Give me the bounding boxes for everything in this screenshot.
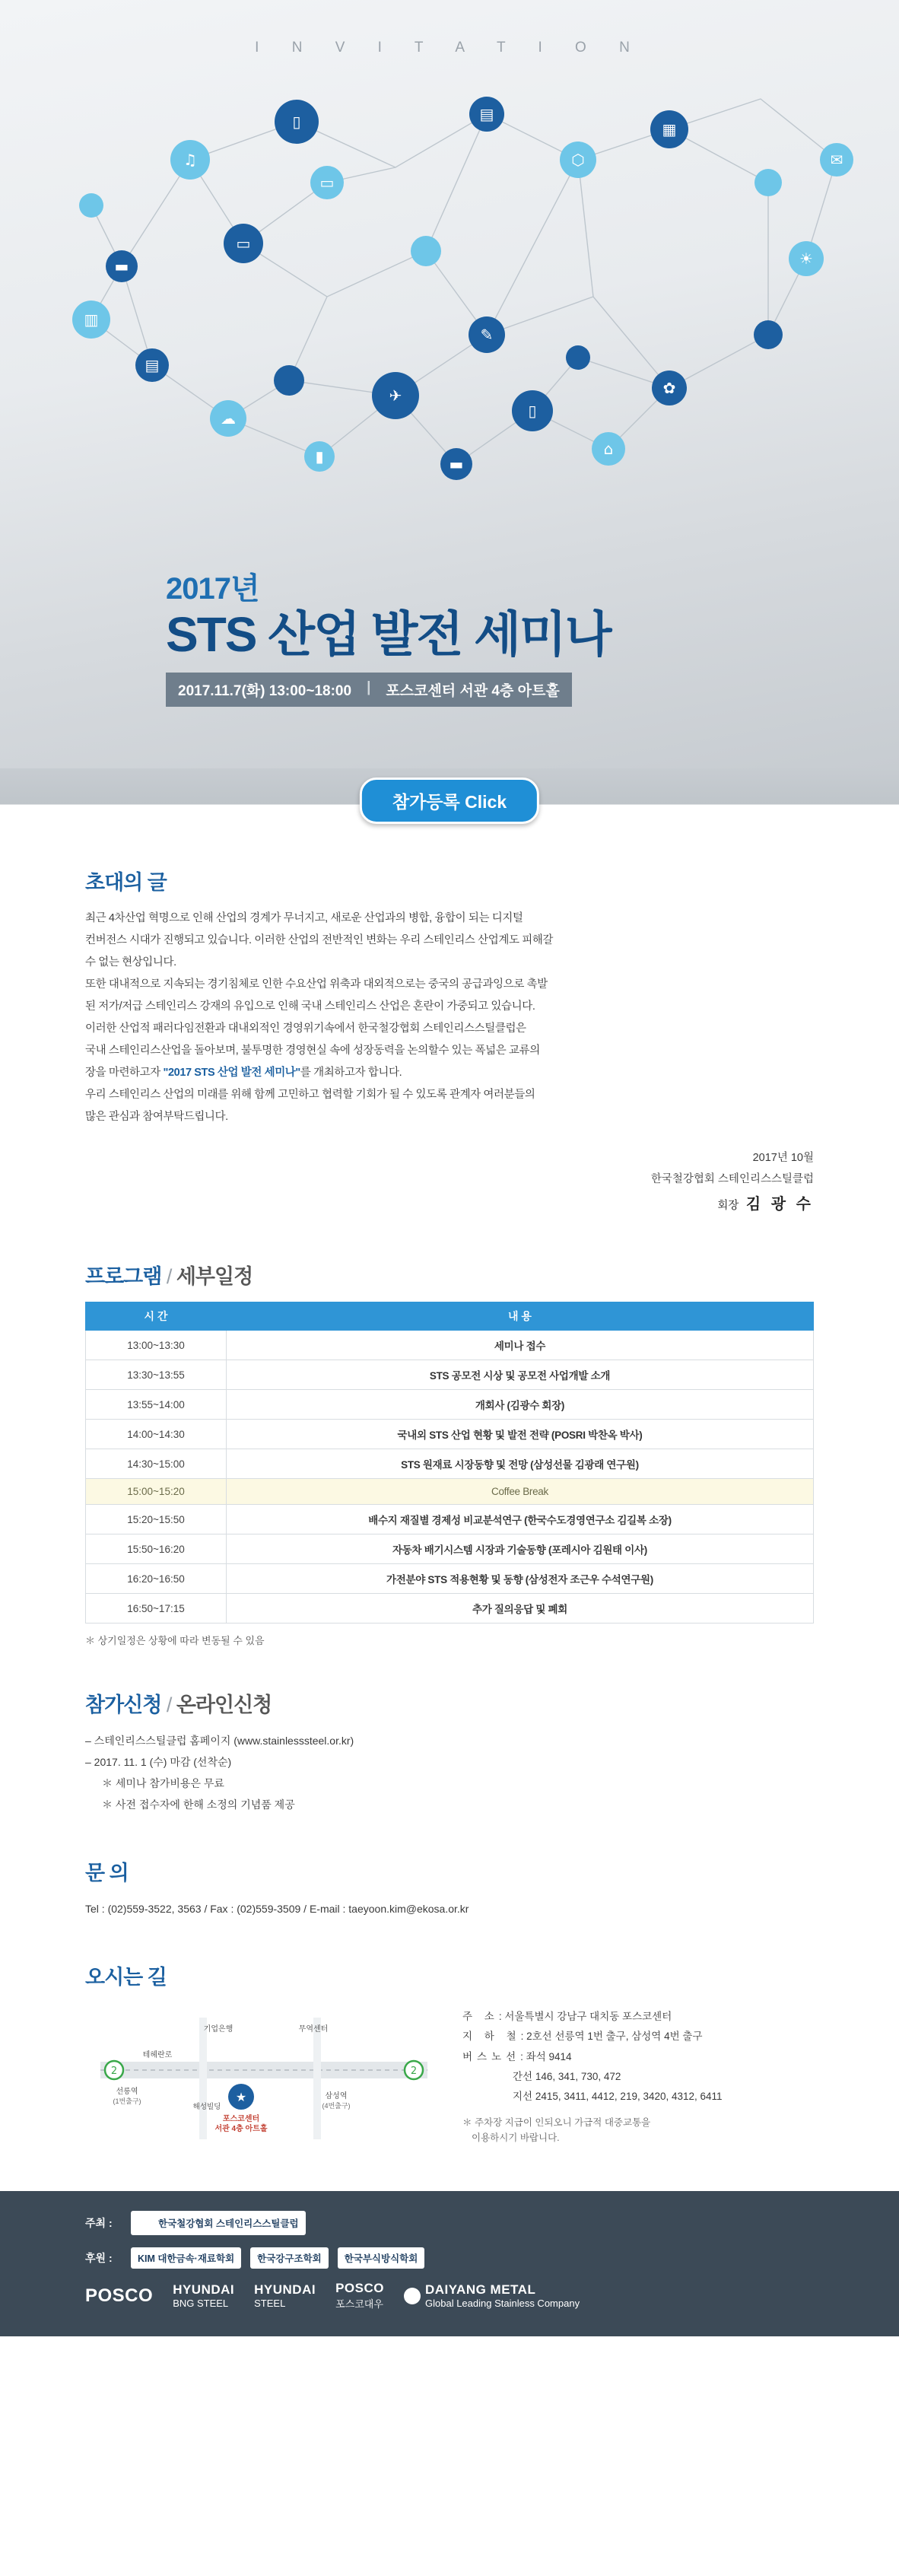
hero-year: 2017년 [166, 572, 259, 606]
svg-text:☀: ☀ [799, 250, 813, 268]
cell-time: 13:30~13:55 [86, 1360, 227, 1390]
footer-support-row [85, 2247, 814, 2269]
support-label: 후원 : [85, 2252, 113, 2265]
sponsor-sub: Global Leading Stainless Company [425, 2298, 580, 2310]
svg-text:포스코센터: 포스코센터 [222, 2115, 260, 2124]
cell-desc: 세미나 접수 [227, 1331, 814, 1360]
map-info [462, 2002, 814, 2145]
apply-line: – 2017. 11. 1 (수) 마감 (선착순) [85, 1756, 232, 1769]
program-heading-sub: 세부일정 [176, 1265, 253, 1289]
invitation-section [85, 866, 814, 1219]
svg-text:2: 2 [110, 2066, 118, 2078]
cell-desc: 자동차 배기시스템 시장과 기술동향 (포레시아 김원태 이사) [227, 1534, 814, 1564]
cell-desc: 추가 질의응답 및 폐회 [227, 1594, 814, 1624]
signature-date: 2017년 10월 [752, 1152, 814, 1164]
invite-line: 된 저가/저급 스테인리스 강재의 유입으로 인해 국내 스테인리스 산업은 혼란이 가중되고 있습니다. [85, 1000, 535, 1013]
cell-time: 14:00~14:30 [86, 1420, 227, 1449]
invite-line: 또한 대내적으로 지속되는 경기침체로 인한 수요산업 위축과 대외적으로는 중국의 공급과잉으로 촉발 [85, 978, 548, 991]
sponsor-name-wrap [425, 2282, 580, 2309]
hero-text [166, 564, 611, 707]
apply-heading-slash: / [161, 1693, 176, 1717]
svg-text:▤: ▤ [145, 356, 160, 374]
apply-heading-sub: 온라인신청 [176, 1693, 272, 1717]
map-info-line [462, 2047, 814, 2067]
map-info-line [462, 2027, 814, 2046]
cell-time: 13:00~13:30 [86, 1331, 227, 1360]
signature-name-row [85, 1190, 814, 1219]
sponsor-row [85, 2281, 814, 2310]
invite-line: 많은 관심과 참여부탁드립니다. [85, 1111, 228, 1123]
svg-text:▮: ▮ [315, 447, 324, 466]
invite-line: 수 없는 현상입니다. [85, 956, 176, 968]
table-row [86, 1505, 814, 1534]
map-box [85, 2002, 443, 2155]
metal-icon [404, 2288, 421, 2304]
register-button[interactable]: 참가등록 Click [360, 778, 539, 824]
cell-desc: STS 원재료 시장동향 및 전망 (삼성선물 김광래 연구원) [227, 1449, 814, 1479]
invite-line-highlight [85, 1062, 814, 1084]
invite-line: 국내 스테인리스산업을 돌아보며, 불투명한 경영현실 속에 성장동력을 논의할수 있는 폭넓은 교류의 [85, 1045, 540, 1057]
svg-text:선릉역: 선릉역 [116, 2088, 138, 2097]
svg-text:▥: ▥ [84, 310, 99, 329]
map-info-value: 간선 146, 341, 730, 472 [513, 2071, 621, 2083]
table-row [86, 1564, 814, 1594]
invite-line: 이러한 산업적 패러다임전환과 대내외적인 경영위기속에서 한국철강협회 스테인리스스틸클럽은 [85, 1022, 526, 1035]
invite-line-pre: 장을 마련하고자 [85, 1067, 164, 1079]
svg-text:▭: ▭ [319, 173, 335, 192]
table-header-row [86, 1302, 814, 1331]
svg-text:서관 4층 아트홀: 서관 4층 아트홀 [214, 2125, 268, 2134]
col-desc: 내 용 [227, 1302, 814, 1331]
cell-desc: 배수지 재질별 경제성 비교분석연구 (한국수도경영연구소 김길복 소장) [227, 1505, 814, 1534]
directions-section [85, 1961, 814, 2155]
program-heading [85, 1260, 814, 1290]
table-row [86, 1449, 814, 1479]
schedule-body [86, 1331, 814, 1624]
cell-time: 16:50~17:15 [86, 1594, 227, 1624]
bar-separator: | [364, 673, 373, 707]
svg-text:✿: ✿ [662, 379, 676, 397]
svg-text:기업은행: 기업은행 [203, 2025, 233, 2034]
apply-section [85, 1688, 814, 1815]
table-row [86, 1594, 814, 1624]
table-row [86, 1360, 814, 1390]
table-row [86, 1420, 814, 1449]
svg-text:★: ★ [235, 2090, 247, 2105]
table-row [86, 1534, 814, 1564]
svg-text:▬: ▬ [114, 257, 129, 275]
footer [0, 2191, 899, 2336]
table-row [86, 1390, 814, 1420]
cell-desc: 가전분야 STS 적용현황 및 동향 (삼성전자 조근우 수석연구원) [227, 1564, 814, 1594]
inquiry-section [85, 1856, 814, 1919]
map-info-value: : 좌석 9414 [520, 2050, 572, 2062]
schedule-note: ＊ 상기일정은 상황에 따라 변동될 수 있음 [85, 1635, 265, 1647]
supporter-logo: 한국강구조학회 [250, 2247, 329, 2269]
apply-heading-main: 참가신청 [85, 1693, 162, 1717]
svg-text:✎: ✎ [480, 326, 494, 344]
sponsor-logo [335, 2281, 384, 2310]
host-name: 한국철강협회 스테인리스스틸클럽 [158, 2218, 299, 2230]
svg-text:2: 2 [410, 2066, 418, 2078]
host-logo [131, 2211, 306, 2235]
schedule-table [85, 1302, 814, 1624]
sponsor-name: DAIYANG METAL [425, 2282, 536, 2298]
program-section [85, 1260, 814, 1647]
svg-text:⌂: ⌂ [603, 440, 614, 458]
map-info-value: : 서울특별시 강남구 대치동 포스코센터 [498, 2011, 672, 2023]
signature-block [85, 1148, 814, 1219]
event-date: 2017.11.7(화) 13:00~18:00 [166, 673, 364, 707]
register-area [0, 768, 899, 834]
invite-line-post: 를 개최하고자 합니다. [300, 1067, 402, 1079]
invite-line: 우리 스테인리스 산업의 미래를 위해 함께 고민하고 협력할 기회가 될 수 있도록 관계자 여러분들의 [85, 1089, 535, 1101]
map-info-line [462, 2007, 814, 2027]
program-heading-slash: / [161, 1265, 176, 1289]
sponsor-logo: POSCO [85, 2285, 154, 2306]
map-info-value: : 2호선 선릉역 1번 출구, 삼성역 4번 출구 [520, 2031, 703, 2043]
map-note-line: ＊ 주차장 지급이 인되오니 가급적 대중교통을 [462, 2116, 651, 2128]
map-info-value: 지선 2415, 3411, 4412, 219, 3420, 4312, 6411 [513, 2091, 723, 2103]
map-info-label: 주 소 [462, 2011, 499, 2023]
map-row [85, 2002, 814, 2155]
sponsor-name: HYUNDAI [254, 2282, 316, 2298]
svg-text:⬡: ⬡ [571, 151, 585, 169]
signature-name: 김 광 수 [745, 1196, 814, 1213]
map-graphic [85, 2002, 443, 2155]
table-row [86, 1331, 814, 1360]
supporter-logo: KIM 대한금속·재료학회 [131, 2247, 241, 2269]
cell-time: 13:55~14:00 [86, 1390, 227, 1420]
host-label: 주최 : [85, 2217, 113, 2230]
map-info-label: 지 하 철 [462, 2031, 521, 2043]
cell-time: 15:20~15:50 [86, 1505, 227, 1534]
svg-text:✈: ✈ [389, 386, 402, 405]
invite-line: 최근 4차산업 혁명으로 인해 산업의 경계가 무너지고, 새로운 산업과의 병합, 융합이 되는 디지털 [85, 912, 523, 924]
sponsor-logo [254, 2282, 316, 2309]
cell-desc: 국내외 STS 산업 현황 및 발전 전략 (POSRI 박찬옥 박사) [227, 1420, 814, 1449]
seminar-title-highlight: "2017 STS 산업 발전 세미나" [163, 1067, 300, 1079]
signature-org: 한국철강협회 스테인리스스틸클럽 [650, 1172, 814, 1185]
cell-desc: 개회사 (김광수 회장) [227, 1390, 814, 1420]
sponsor-logo [404, 2282, 580, 2309]
svg-text:▦: ▦ [662, 120, 677, 138]
svg-text:▬: ▬ [449, 455, 464, 473]
supporter-logo: 한국부식방식학회 [338, 2247, 425, 2269]
association-icon [138, 2215, 154, 2231]
sponsor-sub: BNG STEEL [173, 2298, 229, 2310]
svg-text:해성빌딩: 해성빌딩 [192, 2103, 221, 2112]
sponsor-name: HYUNDAI [173, 2282, 235, 2298]
svg-text:(4번출구): (4번출구) [322, 2102, 351, 2110]
cell-desc: STS 공모전 시상 및 공모전 사업개발 소개 [227, 1360, 814, 1390]
svg-text:▯: ▯ [528, 402, 537, 420]
sponsor-logo [173, 2282, 234, 2309]
cell-desc: Coffee Break [227, 1479, 814, 1505]
network-graphic [0, 68, 899, 548]
svg-text:✉: ✉ [830, 151, 843, 169]
inquiry-heading: 문 의 [85, 1862, 129, 1885]
footer-host-row [85, 2211, 814, 2235]
cell-time: 16:20~16:50 [86, 1564, 227, 1594]
signature-role: 회장 [717, 1200, 739, 1213]
table-row [86, 1479, 814, 1505]
page-title: STS 산업 발전 세미나 [166, 607, 611, 662]
svg-text:▭: ▭ [236, 234, 251, 253]
sponsor-name: POSCO [335, 2281, 384, 2296]
map-note [462, 2115, 814, 2145]
svg-text:삼성역: 삼성역 [325, 2092, 348, 2101]
map-note-line: 이용하시기 바랍니다. [472, 2132, 560, 2143]
invitation-body [85, 908, 814, 1128]
event-venue: 포스코센터 서관 4층 아트홀 [373, 673, 571, 707]
apply-line: – 스테인리스스틸클럽 홈페이지 (www.stainlesssteel.or.kr) [85, 1735, 354, 1748]
map-info-label: 버스노선 [462, 2050, 521, 2062]
sponsor-sub: STEEL [254, 2298, 286, 2310]
col-time: 시 간 [86, 1302, 227, 1331]
invitation-word: I N V I T A T I O N [255, 40, 644, 56]
svg-text:☁: ☁ [221, 409, 236, 428]
cell-time: 15:50~16:20 [86, 1534, 227, 1564]
hero-section [0, 0, 899, 768]
apply-list [85, 1730, 814, 1815]
apply-subline: ＊ 세미나 참가비용은 무료 [102, 1777, 224, 1790]
apply-heading [85, 1688, 814, 1718]
svg-text:테헤란로: 테헤란로 [142, 2051, 173, 2060]
svg-text:▤: ▤ [479, 105, 494, 123]
hero-datebar [166, 673, 572, 707]
map-info-line [462, 2067, 814, 2087]
cell-time: 14:30~15:00 [86, 1449, 227, 1479]
sponsor-sub: 포스코대우 [335, 2298, 383, 2310]
svg-text:무역센터: 무역센터 [298, 2025, 329, 2034]
invite-line: 컨버전스 시대가 진행되고 있습니다. 이러한 산업의 전반적인 변화는 우리 스테인리스 산업계도 피해갈 [85, 934, 554, 946]
supporter-logos [131, 2247, 424, 2269]
map-info-line [462, 2087, 814, 2107]
program-heading-main: 프로그램 [85, 1265, 162, 1289]
inquiry-line: Tel : (02)559-3522, 3563 / Fax : (02)559-3509 / E-mail : taeyoon.kim@ekosa.or.kr [85, 1903, 469, 1916]
cell-time: 15:00~15:20 [86, 1479, 227, 1505]
svg-text:▯: ▯ [292, 113, 301, 131]
svg-text:(1번출구): (1번출구) [113, 2097, 141, 2106]
svg-text:♫: ♫ [183, 151, 197, 169]
apply-subline: ＊ 사전 접수자에 한해 소정의 기념품 제공 [102, 1798, 295, 1811]
invitation-heading: 초대의 글 [85, 871, 167, 894]
directions-heading: 오시는 길 [85, 1966, 167, 1989]
